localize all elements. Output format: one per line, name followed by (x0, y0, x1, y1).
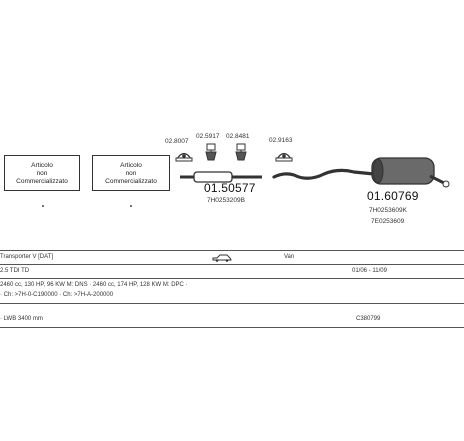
rear-silencer-oe-code-2: 7E0253609 (371, 218, 405, 225)
box-2-marker-dot (130, 205, 132, 207)
box-1-marker-dot (42, 205, 44, 207)
rear-silencer-code: 01.60769 (367, 189, 419, 203)
row-divider-3 (0, 303, 464, 304)
chassis-range: · Ch: >7H-0-C190000 · Ch: >7H-A-200000 (0, 292, 114, 298)
clamp-code-4: 02.9163 (269, 137, 293, 144)
chassis-row (0, 289, 464, 302)
front-silencer-oe-code: 7H0253209B (207, 197, 245, 204)
rear-silencer-drawing (272, 150, 458, 195)
production-years: 01/06 - 11/09 (352, 268, 387, 274)
box-2-line-2: non (125, 170, 137, 177)
engine-spec: 2.5 TDI TD (0, 268, 30, 274)
front-silencer-code: 01.50577 (204, 181, 256, 195)
not-commercialized-box-1 (4, 155, 80, 191)
clamp-code-2: 02.5917 (196, 133, 220, 140)
box-1-line-1: Articolo (31, 162, 53, 169)
vehicle-model: Transporter V [DAT] (0, 254, 54, 260)
box-2-line-3: Commercializzato (105, 178, 157, 185)
box-2-line-1: Articolo (120, 162, 142, 169)
engine-row (0, 265, 464, 278)
vehicle-model-row (0, 251, 464, 264)
box-1-line-2: non (36, 170, 48, 177)
engine-details: 2460 cc, 130 HP, 96 KW M: DNS · 2460 cc, 174 HP, 128 KW M: DPC · (0, 282, 188, 288)
vehicle-silhouette-icon (212, 254, 232, 262)
wheelbase-row (0, 313, 464, 326)
catalog-number: C380799 (356, 316, 381, 322)
wheelbase: · LWB 3400 mm (0, 316, 43, 322)
clamp-icon-1 (174, 146, 194, 166)
not-commercialized-box-2 (92, 155, 170, 191)
hanger-icon-1 (203, 142, 219, 164)
clamp-code-1: 02.8007 (165, 138, 189, 145)
clamp-code-3: 02.8481 (226, 133, 250, 140)
rear-silencer-oe-code-1: 7H0253609K (369, 207, 407, 214)
row-divider-4 (0, 327, 464, 328)
hanger-icon-2 (233, 142, 249, 164)
box-1-line-3: Commercializzato (16, 178, 68, 185)
vehicle-type: Van (284, 254, 295, 260)
